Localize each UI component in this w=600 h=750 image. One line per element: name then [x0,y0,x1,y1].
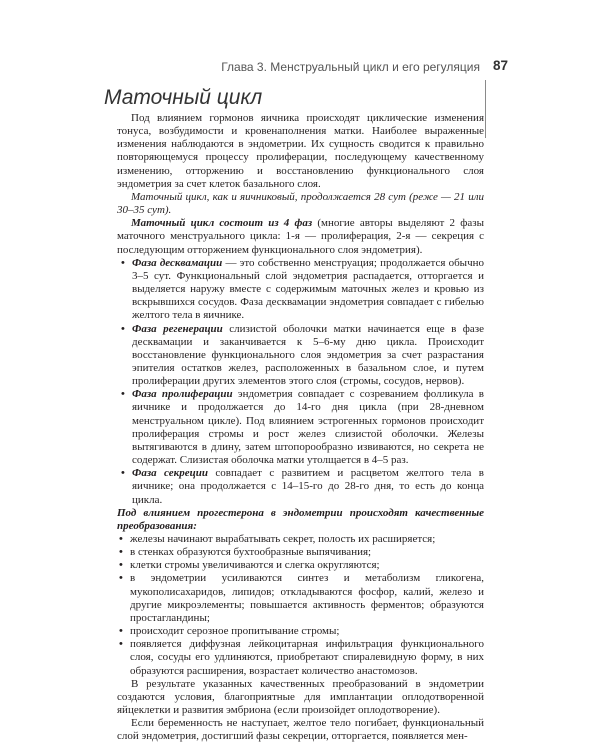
phase-name: Фаза секреции [132,467,208,480]
change-item: • железы начинают вырабатывать секрет, полость их расширяется; [117,533,484,546]
phase-text: — это собственно менструация; продолжается обычно 3–5 сут. Функциональный слой эндометрия распадается, отторгается и выделяется наружу вместе с содержимым маточных желез и кровью из вскрывшихся сосудов. Фаза десквамации эндометрия совпадает с гибелью желтого тела в яичнике. [132,256,484,322]
intro-paragraph: Под влиянием гормонов яичника происходят циклические изменения тонуса, возбудимости и кровенаполнения матки. Наиболее выраженные изменения наблюдаются в эндометрии. Их сущность сводится к правильно повторяющемуся процессу пролиферации, последующему качественному изменению, отторжению и восстановлению функционального слоя эндометрия за счет клеток базального слоя. [117,112,484,190]
phases-list [117,257,484,507]
change-item: • клетки стромы увеличиваются и слегка округляются; [117,559,484,572]
phase-name: Фаза регенерации [132,322,223,335]
change-item: • появляется диффузная лейкоцитарная инфильтрация функционального слоя, сосуды его удлиняются, приобретают спиралевидную форму, в них образуются расширения, возрастает количество анастомозов. [117,638,484,677]
page-number: 87 [493,58,509,73]
phases-lead-rest: (многие авторы выделяют 2 фазы маточного менструального цикла: 1-я — пролиферация, 2-я — секреция с последующим отторжением функционального слоя эндометрия). [117,217,484,256]
change-item: • происходит серозное пропитывание стромы; [117,625,484,638]
page-body [117,112,484,744]
phases-lead: Маточный цикл состоит из 4 фаз [131,217,313,230]
running-title: Глава 3. Менструальный цикл и его регуляция [221,60,480,74]
phase-item [117,388,484,467]
last-paragraph: Если беременность не наступает, желтое тело погибает, функциональный слой эндометрия, достигший фазы секреции, отторгается, появляется мен- [117,717,484,743]
phase-name: Фаза пролиферации [132,388,233,401]
section-title: Маточный цикл [104,86,263,109]
phase-text: слизистой оболочки матки начинается еще в фазе десквамации и заканчивается к 5–6-му дню цикла. Происходит восстановление функционального слоя эндометрия за счет разрастания эпителия остатков желез, расположенных в базальном слое, и путем пролиферации других элементов этого слоя (стромы, сосудов, нервов). [132,322,484,388]
header-divider [485,80,486,138]
change-item: • в стенках образуются бухтообразные выпячивания; [117,546,484,559]
phase-text: эндометрия совпадает с созреванием фолликула в яичнике и продолжается до 14-го дня цикла (при 28-дневном менструальном цикле). Под влиянием эстрогенных гормонов происходит пролиферация стромы и рост желез слизистой оболочки. Железы вытягиваются в длину, затем штопорообразно извиваются, но секрета не содержат. Слизистая оболочка матки утолщается в 4–5 раз. [132,388,484,467]
phase-item [117,257,484,323]
progesterone-heading: Под влиянием прогестерона в эндометрии происходят качественные преобразования: [117,506,484,532]
conclusion-paragraph: В результате указанных качественных преобразований в эндометрии создаются условия, благоприятные для имплантации оплодотворенной яйцеклетки и развития эмбриона (если произойдет оплодотворение). [117,677,484,717]
phase-name: Фаза десквамации [132,256,223,269]
page-header [0,58,600,82]
phases-intro-paragraph [117,217,484,256]
phase-text: совпадает с развитием и расцветом желтого тела в яичнике; она продолжается с 14–15-го до 28-го дня, то есть до конца цикла. [132,467,485,506]
duration-paragraph: Маточный цикл, как и яичниковый, продолжается 28 сут (реже — 21 или 30–35 сут). [117,190,484,217]
changes-list [117,533,484,678]
change-item: • в эндометрии усиливаются синтез и метаболизм гликогена, мукополисахаридов, липидов; откладываются фосфор, калий, железо и другие микроэлементы; повышается активность ферментов; образуются простагландины; [117,572,484,625]
phase-item [117,323,484,389]
phase-item [117,467,484,506]
